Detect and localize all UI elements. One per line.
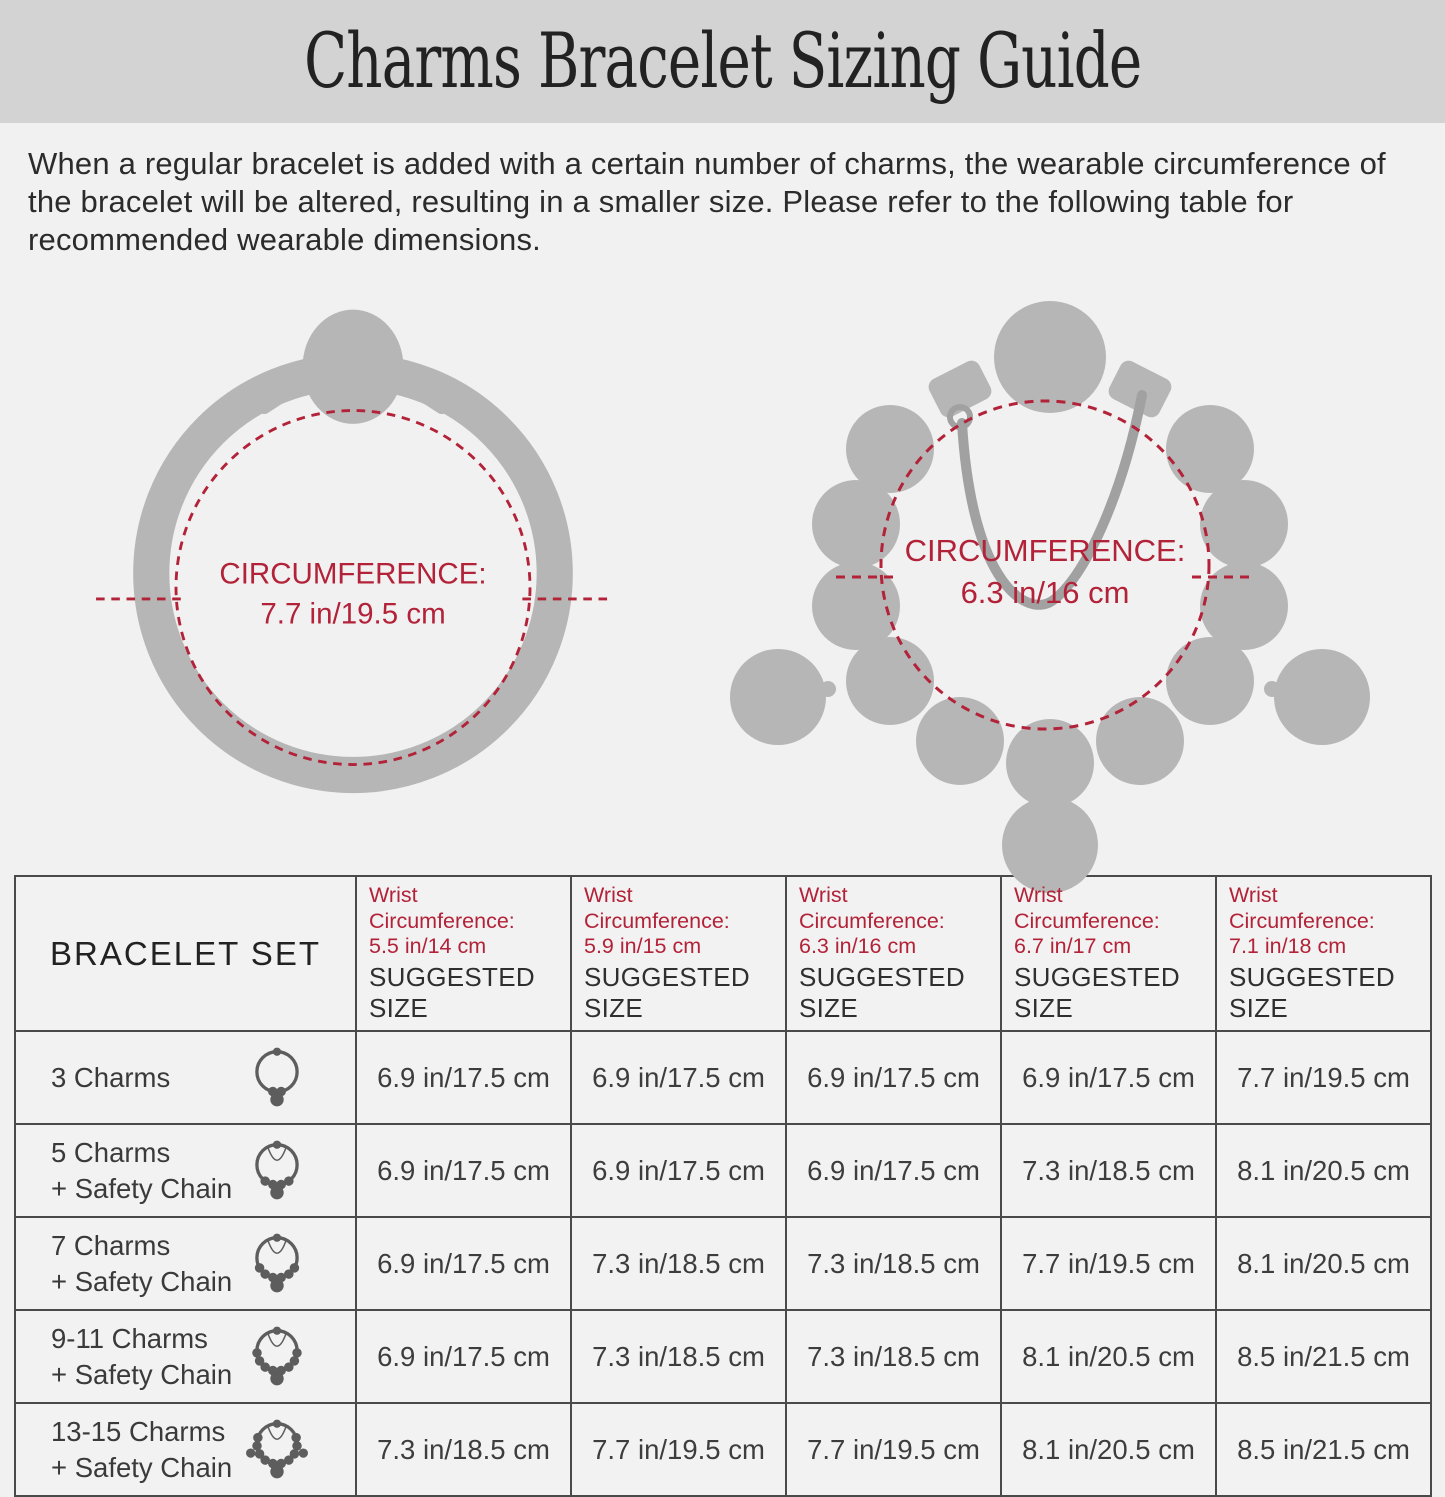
- size-cell: 7.3 in/18.5 cm: [571, 1217, 786, 1310]
- charms-bracelet-illustration: [710, 265, 1390, 895]
- table-row: [15, 1403, 1431, 1496]
- intro-paragraph: When a regular bracelet is added with a certain number of charms, the wearable circumference of the bracelet will be altered, resulting in a smaller size. Please refer to the following table for recommended wearable dimensions.: [28, 146, 1386, 258]
- column-header-5: [1216, 876, 1431, 1031]
- table-header-row: [15, 876, 1431, 1031]
- suggested-size-label: SUGGESTED SIZE: [584, 962, 750, 1024]
- column-header-2: [571, 876, 786, 1031]
- wrist-circumference-label: Wrist Circumference:: [1014, 883, 1160, 933]
- plain-circumference-value: 7.7 in/19.5 cm: [260, 598, 446, 632]
- wrist-circumference-value: 5.5 in/14 cm: [369, 934, 487, 959]
- size-cell: 8.1 in/20.5 cm: [1216, 1217, 1431, 1310]
- size-cell: 8.5 in/21.5 cm: [1216, 1403, 1431, 1496]
- suggested-size-label: SUGGESTED SIZE: [369, 962, 535, 1024]
- bracelet-set-icon: [246, 1138, 308, 1204]
- size-cell: 7.7 in/19.5 cm: [1001, 1217, 1216, 1310]
- charms-circumference-value: 6.3 in/16 cm: [960, 575, 1130, 611]
- size-cell: 8.1 in/20.5 cm: [1216, 1124, 1431, 1217]
- size-cell: 6.9 in/17.5 cm: [571, 1124, 786, 1217]
- bracelet-set-icon: [246, 1417, 308, 1483]
- size-cell: 7.3 in/18.5 cm: [571, 1310, 786, 1403]
- column-header-3: [786, 876, 1001, 1031]
- sizing-table: [14, 875, 1432, 1497]
- plain-bracelet-illustration: [58, 289, 648, 829]
- size-cell: 6.9 in/17.5 cm: [356, 1031, 571, 1124]
- size-cell: 7.3 in/18.5 cm: [786, 1310, 1001, 1403]
- bracelet-diagrams: [0, 265, 1445, 865]
- wrist-circumference-label: Wrist Circumference:: [584, 883, 730, 933]
- suggested-size-label: SUGGESTED SIZE: [1229, 962, 1395, 1024]
- size-cell: 6.9 in/17.5 cm: [786, 1031, 1001, 1124]
- wrist-circumference-label: Wrist Circumference:: [799, 883, 945, 933]
- page-title: Charms Bracelet Sizing Guide: [303, 17, 1142, 106]
- size-cell: 7.7 in/19.5 cm: [786, 1403, 1001, 1496]
- size-cell: 8.1 in/20.5 cm: [1001, 1310, 1216, 1403]
- charms-circumference-label: CIRCUMFERENCE:: [904, 533, 1186, 569]
- size-cell: 7.7 in/19.5 cm: [1216, 1031, 1431, 1124]
- title-band: [0, 0, 1445, 123]
- suggested-size-label: SUGGESTED SIZE: [1014, 962, 1180, 1024]
- size-cell: 7.3 in/18.5 cm: [1001, 1124, 1216, 1217]
- bracelet-set-label: 7 Charms + Safety Chain: [51, 1230, 233, 1297]
- size-cell: 7.3 in/18.5 cm: [786, 1217, 1001, 1310]
- size-cell: 7.3 in/18.5 cm: [356, 1403, 571, 1496]
- size-cell: 6.9 in/17.5 cm: [356, 1124, 571, 1217]
- column-header-1: [356, 876, 571, 1031]
- bracelet-set-label: 3 Charms: [51, 1062, 171, 1094]
- size-cell: 8.5 in/21.5 cm: [1216, 1310, 1431, 1403]
- wrist-circumference-value: 7.1 in/18 cm: [1229, 934, 1347, 959]
- wrist-circumference-value: 5.9 in/15 cm: [584, 934, 702, 959]
- wrist-circumference-label: Wrist Circumference:: [369, 883, 515, 933]
- column-header-4: [1001, 876, 1216, 1031]
- table-row: [15, 1310, 1431, 1403]
- wrist-circumference-value: 6.3 in/16 cm: [799, 934, 917, 959]
- wrist-circumference-value: 6.7 in/17 cm: [1014, 934, 1132, 959]
- bracelet-set-icon: [246, 1231, 308, 1297]
- size-cell: 8.1 in/20.5 cm: [1001, 1403, 1216, 1496]
- bracelet-set-icon: [246, 1324, 308, 1390]
- size-cell: 7.7 in/19.5 cm: [571, 1403, 786, 1496]
- suggested-size-label: SUGGESTED SIZE: [799, 962, 965, 1024]
- bracelet-set-label: 13-15 Charms + Safety Chain: [51, 1416, 233, 1483]
- bracelet-set-label: 9-11 Charms + Safety Chain: [51, 1323, 233, 1390]
- wrist-circumference-label: Wrist Circumference:: [1229, 883, 1375, 933]
- table-row: [15, 1124, 1431, 1217]
- bracelet-set-header: BRACELET SET: [15, 876, 356, 1031]
- size-cell: 6.9 in/17.5 cm: [356, 1217, 571, 1310]
- size-cell: 6.9 in/17.5 cm: [571, 1031, 786, 1124]
- table-row: [15, 1217, 1431, 1310]
- bracelet-set-icon: [246, 1045, 308, 1111]
- plain-circumference-label: CIRCUMFERENCE:: [219, 558, 487, 592]
- size-cell: 6.9 in/17.5 cm: [786, 1124, 1001, 1217]
- table-row: [15, 1031, 1431, 1124]
- bracelet-set-label: 5 Charms + Safety Chain: [51, 1137, 233, 1204]
- size-cell: 6.9 in/17.5 cm: [1001, 1031, 1216, 1124]
- size-cell: 6.9 in/17.5 cm: [356, 1310, 571, 1403]
